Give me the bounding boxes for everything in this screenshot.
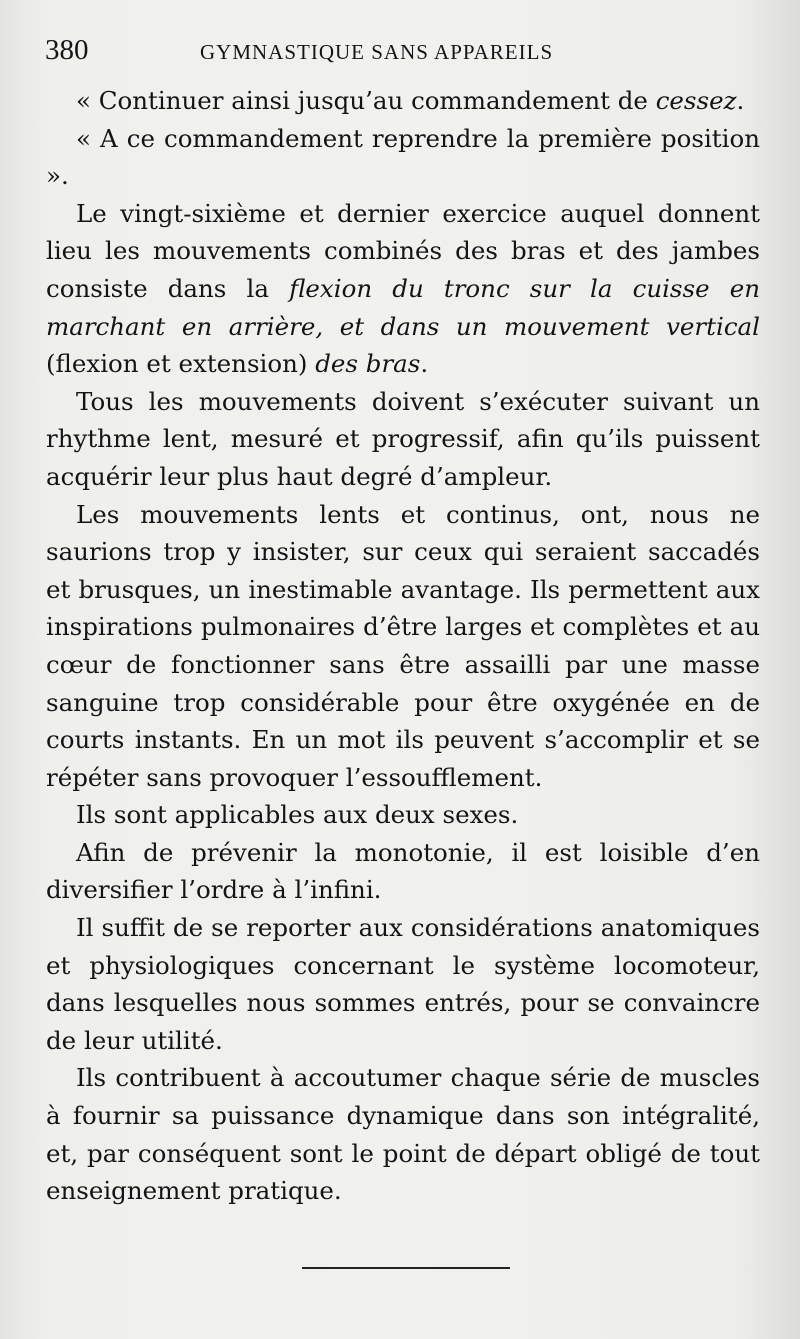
paragraph: Le vingt-sixième et dernier exercice auquel donnent lieu les mouvements combinés des bras et des jambes consiste dans la flexion du tronc sur la cuisse en marchant en arrière, et dans un mouvement vertical (flexion et extension) des bras. — [46, 198, 760, 379]
body-text — [46, 82, 760, 1210]
paragraph: « Continuer ainsi jusqu’au commandement de cessez. — [76, 86, 745, 115]
section-divider-rule — [302, 1267, 510, 1269]
paragraph: « A ce commandement reprendre la première position ». — [46, 123, 760, 191]
paragraph: Les mouvements lents et continus, ont, nous ne saurions trop y insister, sur ceux qui seraient saccadés et brusques, un inestimable avantage. Ils permettent aux inspirations pulmonaires d’être larges et complètes et au cœur de fonctionner sans être assailli par une masse sanguine trop considérable pour être oxygénée en de courts instants. En un mot ils peuvent s’accomplir et se répéter sans provoquer l’essoufflement. — [46, 499, 760, 792]
paragraph: Ils sont applicables aux deux sexes. — [76, 800, 519, 830]
paragraph: Ils contribuent à accoutumer chaque série de muscles à fournir sa puissance dynamique dans son intégralité, et, par conséquent sont le point de départ obligé de tout enseignement pratique. — [46, 1063, 760, 1206]
page-number: 380 — [45, 34, 89, 66]
running-title: GYMNASTIQUE SANS APPAREILS — [200, 40, 554, 64]
paragraph: Il suffit de se reporter aux considérations anatomiques et physiologiques concernant le système locomoteur, dans lesquelles nous sommes entrés, pour se convaincre de leur utilité. — [46, 913, 760, 1055]
paragraph: Tous les mouvements doivent s’exécuter suivant un rhythme lent, mesuré et progressif, afin qu’ils puissent acquérir leur plus haut degré d’ampleur. — [46, 386, 760, 491]
paragraph: Afin de prévenir la monotonie, il est loisible d’en diversifier l’ordre à l’infini. — [46, 837, 760, 905]
running-header — [45, 30, 765, 70]
